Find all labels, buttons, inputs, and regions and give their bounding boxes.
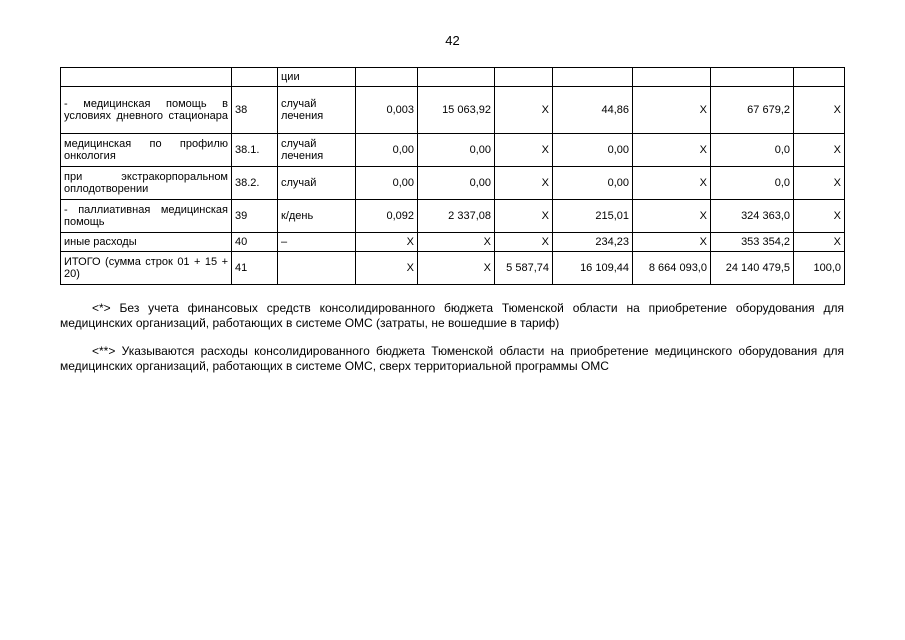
value-cell: 0,0 — [711, 134, 794, 167]
table-row — [61, 167, 845, 200]
value-cell: 0,00 — [418, 134, 495, 167]
value-cell: 24 140 479,5 — [711, 252, 794, 285]
value-cell: 15 063,92 — [418, 87, 495, 134]
row-name-cell: иные расходы — [61, 233, 232, 252]
value-cell — [495, 68, 553, 87]
value-cell: 234,23 — [553, 233, 633, 252]
value-cell: Х — [356, 233, 418, 252]
value-cell: Х — [495, 87, 553, 134]
table-row — [61, 134, 845, 167]
value-cell — [553, 68, 633, 87]
value-cell: Х — [794, 167, 845, 200]
row-code-cell: 38.1. — [232, 134, 278, 167]
value-cell: Х — [794, 134, 845, 167]
value-cell: Х — [418, 233, 495, 252]
value-cell: Х — [495, 200, 553, 233]
table-row — [61, 252, 845, 285]
value-cell: Х — [495, 167, 553, 200]
footnote-budget-equipment-expenses: <**> Указываются расходы консолидированного бюджета Тюменской области на приобретение медицинского оборудования для медицинских организаций, работающих в системе ОМС, сверх территориальной программы ОМС — [60, 344, 844, 373]
row-unit-cell: – — [278, 233, 356, 252]
row-unit-cell: случай лечения — [278, 87, 356, 134]
value-cell: Х — [794, 233, 845, 252]
value-cell: 0,003 — [356, 87, 418, 134]
value-cell: 0,0 — [711, 167, 794, 200]
value-cell: 8 664 093,0 — [633, 252, 711, 285]
row-unit-cell: случай — [278, 167, 356, 200]
value-cell: 0,00 — [553, 167, 633, 200]
row-name-cell: - медицинская помощь в условиях дневного стационара — [61, 87, 232, 134]
row-code-cell: 41 — [232, 252, 278, 285]
table-row — [61, 233, 845, 252]
value-cell: 0,092 — [356, 200, 418, 233]
table-row — [61, 87, 845, 134]
row-code-cell: 38 — [232, 87, 278, 134]
value-cell: 67 679,2 — [711, 87, 794, 134]
row-unit-cell: к/день — [278, 200, 356, 233]
value-cell: Х — [633, 87, 711, 134]
row-code-cell — [232, 68, 278, 87]
value-cell: 324 363,0 — [711, 200, 794, 233]
value-cell: 0,00 — [356, 167, 418, 200]
row-name-cell: - паллиативная медицинская помощь — [61, 200, 232, 233]
value-cell: Х — [633, 200, 711, 233]
row-name-cell: медицинская по профилю онкология — [61, 134, 232, 167]
value-cell: 16 109,44 — [553, 252, 633, 285]
value-cell: Х — [356, 252, 418, 285]
value-cell — [418, 68, 495, 87]
value-cell: 0,00 — [356, 134, 418, 167]
footnote-no-budget-funds: <*> Без учета финансовых средств консолидированного бюджета Тюменской области на приобретение оборудования для медицинских организаций, работающих в системе ОМС (затраты, не вошедшие в тариф) — [60, 301, 844, 330]
value-cell — [711, 68, 794, 87]
value-cell: Х — [633, 167, 711, 200]
value-cell: 100,0 — [794, 252, 845, 285]
value-cell: 2 337,08 — [418, 200, 495, 233]
value-cell: 5 587,74 — [495, 252, 553, 285]
value-cell: 0,00 — [553, 134, 633, 167]
value-cell: 353 354,2 — [711, 233, 794, 252]
value-cell: Х — [418, 252, 495, 285]
value-cell: 215,01 — [553, 200, 633, 233]
row-code-cell: 39 — [232, 200, 278, 233]
row-name-cell: ИТОГО (сумма строк 01 + 15 + 20) — [61, 252, 232, 285]
row-unit-cell: случай лечения — [278, 134, 356, 167]
row-code-cell: 40 — [232, 233, 278, 252]
value-cell — [633, 68, 711, 87]
financing-table — [60, 67, 845, 285]
value-cell: Х — [633, 134, 711, 167]
value-cell: Х — [633, 233, 711, 252]
table-row — [61, 68, 845, 87]
row-name-cell: при экстракорпоральном оплодотворении — [61, 167, 232, 200]
row-code-cell: 38.2. — [232, 167, 278, 200]
row-name-cell — [61, 68, 232, 87]
row-unit-cell: ции — [278, 68, 356, 87]
value-cell: Х — [495, 233, 553, 252]
value-cell: 0,00 — [418, 167, 495, 200]
value-cell — [356, 68, 418, 87]
value-cell: Х — [794, 87, 845, 134]
page-number: 42 — [445, 33, 460, 48]
value-cell: 44,86 — [553, 87, 633, 134]
row-unit-cell — [278, 252, 356, 285]
value-cell — [794, 68, 845, 87]
value-cell: Х — [495, 134, 553, 167]
value-cell: Х — [794, 200, 845, 233]
table-row — [61, 200, 845, 233]
